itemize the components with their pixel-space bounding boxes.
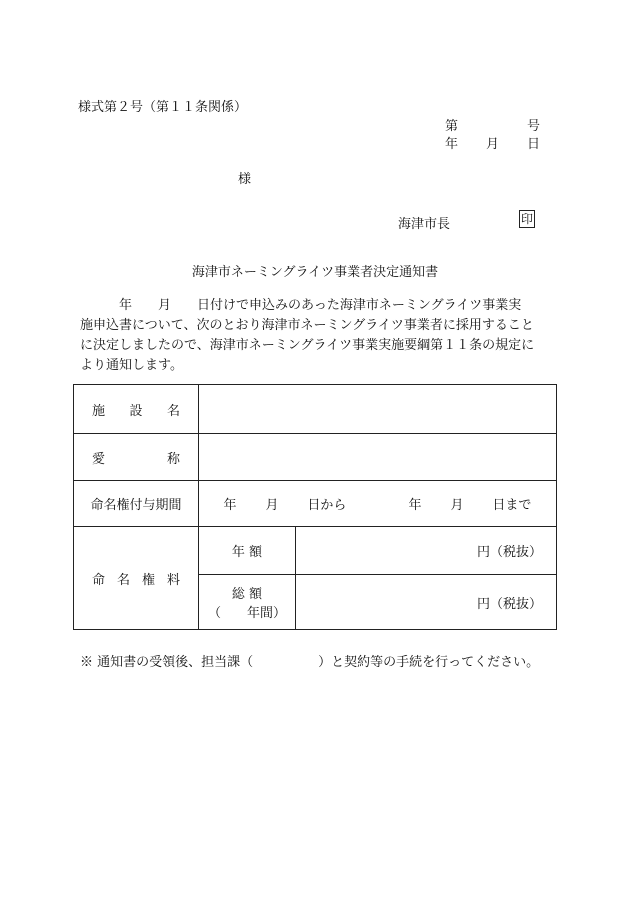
document-number-label: 第 [445,119,459,134]
date-day: 日 [527,137,541,152]
facility-name-field[interactable] [199,385,557,434]
body-line: 年 月 日付けで申込みのあった海津市ネーミングライツ事業実 [80,298,522,313]
table-row [74,481,557,527]
total-amount-label: 総 額 （ 年間） [199,575,296,630]
table-row [74,385,557,434]
document-number-suffix: 号 [527,119,541,134]
sender-mayor: 海津市長 [398,217,451,232]
period-label: 命名権付与期間 [74,481,199,527]
nickname-field[interactable] [199,434,557,481]
period-field[interactable]: 年 月 日から 年 月 日まで [199,481,557,527]
body-text [80,296,560,376]
naming-fee-label: 命 名 権 料 [74,527,199,630]
date-year: 年 [445,137,459,152]
footnote: ※ 通知書の受領後、担当課（ ）と契約等の手続を行ってください。 [80,655,540,670]
date-month: 月 [486,137,500,152]
recipient-suffix: 様 [238,172,252,187]
seal-mark: 印 [520,212,533,226]
table-row [74,527,557,575]
body-line: 施申込書について、次のとおり海津市ネーミングライツ事業者に採用すること [80,318,534,333]
details-table [73,384,557,630]
table-row [74,434,557,481]
total-amount-field[interactable]: 円（税抜） [296,575,557,630]
nickname-label: 愛 称 [74,434,199,481]
annual-amount-field[interactable]: 円（税抜） [296,527,557,575]
facility-name-label: 施 設 名 [74,385,199,434]
document-title: 海津市ネーミングライツ事業者決定通知書 [191,265,439,280]
form-number: 様式第２号（第１１条関係） [78,100,248,115]
annual-amount-label: 年 額 [199,527,296,575]
body-line: より通知します。 [80,358,183,373]
body-line: に決定しましたので、海津市ネーミングライツ事業実施要綱第１１条の規定に [80,338,535,353]
